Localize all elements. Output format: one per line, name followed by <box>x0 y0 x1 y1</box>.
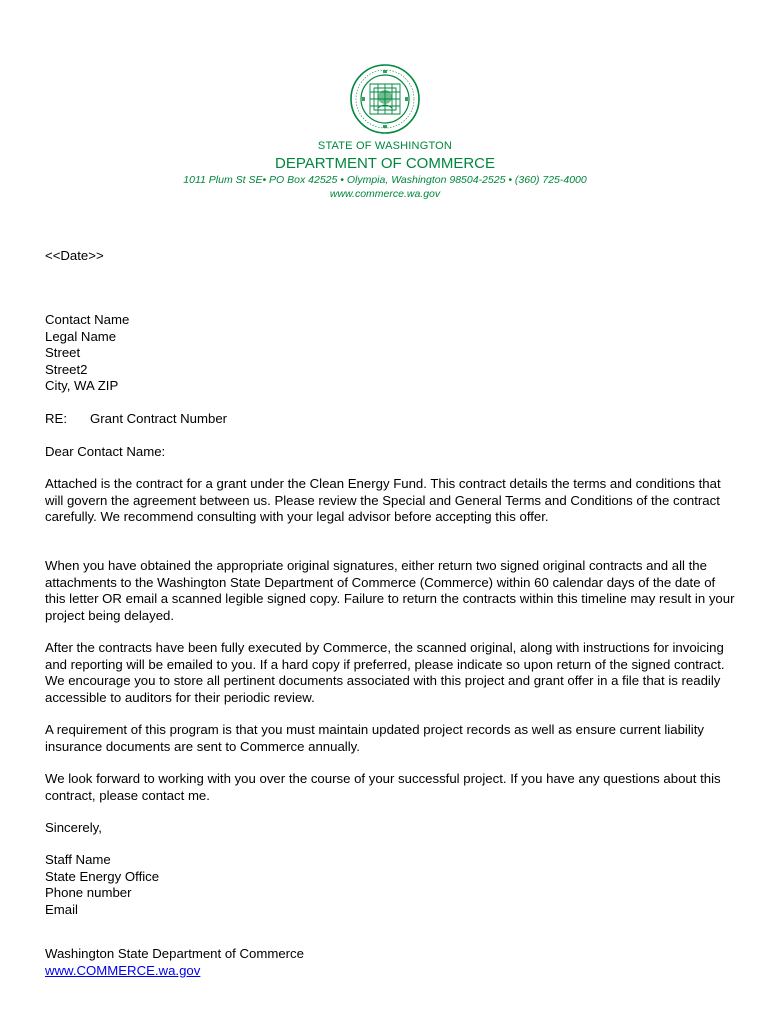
washington-state-seal-icon <box>350 64 420 134</box>
body-paragraph-1: Attached is the contract for a grant under the Clean Energy Fund. This contract details the terms and conditions that will govern the agreement between us. Please review the Special and General Terms and Conditions of the contract carefully. We recommend consulting with your legal advisor before accepting this offer. <box>45 476 721 524</box>
signature-staff-name: Staff Name <box>45 852 111 867</box>
salutation: Dear Contact Name: <box>45 444 166 459</box>
recipient-city-line: City, WA ZIP <box>45 378 119 393</box>
letter-date: <<Date>> <box>45 248 104 263</box>
footer-website-link[interactable]: www.COMMERCE.wa.gov <box>45 962 201 978</box>
footer-organization: Washington State Department of Commerce <box>45 946 304 961</box>
body-paragraph-2: When you have obtained the appropriate original signatures, either return two signed original contracts and all the attachments to the Washington State Department of Commerce (Commerce) within 60 calendar days of the date of this letter OR email a scanned legible signed copy. Failure to return the contracts within this timeline may result in your project being delayed. <box>45 558 735 623</box>
state-name: STATE OF WASHINGTON <box>317 140 453 152</box>
signature-office: State Energy Office <box>45 868 160 884</box>
letterhead <box>0 140 770 201</box>
signature-phone: Phone number <box>45 885 132 900</box>
signature-block <box>45 852 159 918</box>
department-address: 1011 Plum St SE• PO Box 42525 • Olympia, Washington 98504-2525 • (360) 725-4000 <box>183 174 587 186</box>
recipient-legal-name: Legal Name <box>45 328 117 344</box>
recipient-address <box>45 312 129 395</box>
recipient-street2: Street2 <box>45 361 88 377</box>
body-paragraph-5: We look forward to working with you over the course of your successful project. If you have any questions about this contract, please contact me. <box>45 771 721 803</box>
signature-email: Email <box>45 901 78 917</box>
department-name: DEPARTMENT OF COMMERCE <box>274 155 495 172</box>
subject-text: Grant Contract Number <box>90 411 228 426</box>
subject-label: RE: <box>45 411 67 426</box>
body-paragraph-4: A requirement of this program is that you must maintain updated project records as well as ensure current liability insurance documents are sent to Commerce annually. <box>45 722 704 754</box>
recipient-contact-name: Contact Name <box>45 312 130 327</box>
recipient-street: Street <box>45 345 81 360</box>
department-website: www.commerce.wa.gov <box>329 188 441 200</box>
body-paragraph-3: After the contracts have been fully executed by Commerce, the scanned original, along with instructions for invoicing and reporting will be emailed to you. If a hard copy if preferred, please indicate so upon return of the signed contract. We encourage you to store all pertinent documents associated with this project and grant offer in a file that is readily accessible to auditors for their periodic review. <box>45 640 725 705</box>
footer <box>45 946 304 979</box>
subject-line <box>45 411 227 426</box>
closing: Sincerely, <box>45 820 102 835</box>
